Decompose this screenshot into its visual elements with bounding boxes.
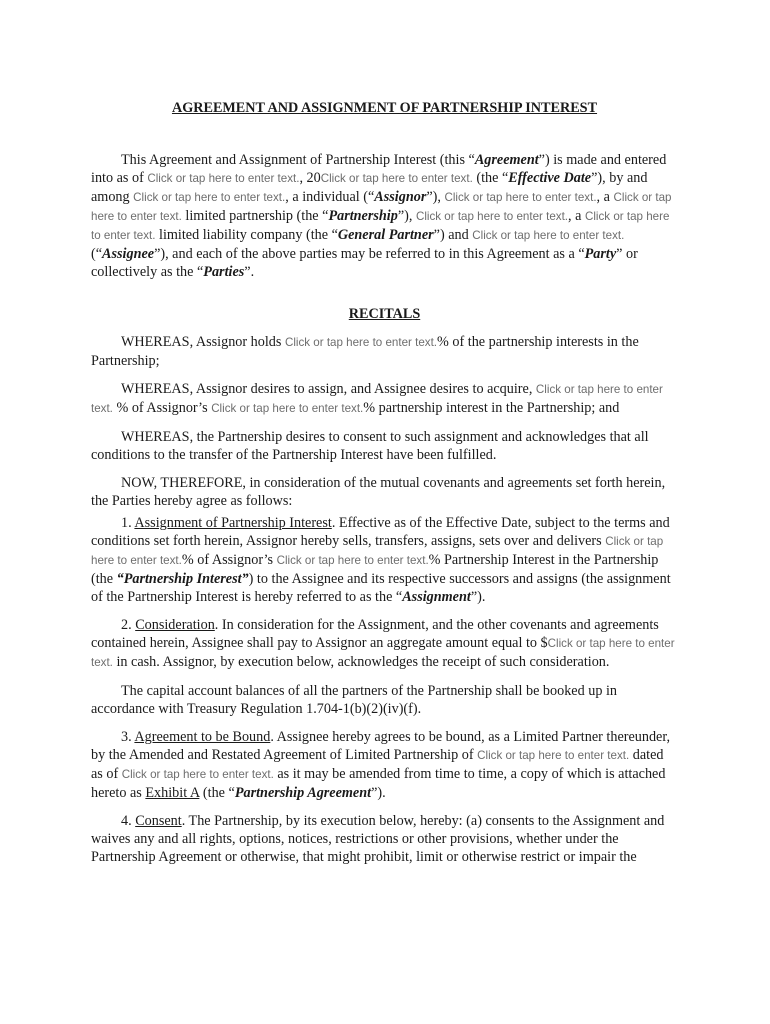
- text: ”), and each of the above parties may be referred to in this Agreement as a “: [154, 246, 585, 262]
- text: ) to the Assignee and its respective successors and assigns (the assignment of the Partnership Interest is hereby referred to as the “: [91, 571, 671, 605]
- recital-1: [91, 333, 678, 370]
- defined-term-partnership-interest: “Partnership Interest”: [116, 571, 249, 587]
- text: . The Partnership, by its execution below, hereby: (a) consents to the Assignment and waives any and all rights, options, notices, restrictions or other provisions, whether under the Partnership Agreement or otherwise, that might prohibit, limit or otherwise restrict or impair the: [91, 813, 665, 865]
- text: WHEREAS, Assignor holds: [121, 334, 285, 350]
- text: dated as of: [91, 747, 664, 782]
- section-heading: Assignment of Partnership Interest: [134, 515, 332, 531]
- text: , a: [568, 208, 585, 224]
- held-percentage-field[interactable]: Click or tap here to enter text.: [284, 336, 438, 349]
- assignor-name-field[interactable]: Click or tap here to enter text.: [133, 191, 286, 204]
- text: ”) and: [433, 227, 473, 243]
- text: . Effective as of the Effective Date, subject to the terms and conditions set forth herein, Assignor hereby sells, transfers, assigns, sets over and delivers: [91, 515, 670, 549]
- text: , a individual (“: [285, 189, 375, 205]
- text: (the “: [472, 170, 509, 186]
- section-number: 1.: [121, 515, 135, 531]
- text: (“: [91, 246, 103, 262]
- defined-term-assignor: Assignor: [374, 189, 427, 205]
- section-1-assignment: [91, 514, 678, 606]
- text: (the “: [199, 785, 235, 801]
- text: ”) is made and entered into as of: [91, 152, 667, 186]
- text: ” or collectively as the “: [91, 246, 638, 280]
- recital-3: WHEREAS, the Partnership desires to consent to such assignment and acknowledges that all conditions to the transfer of the Partnership Interest have been fulfilled.: [91, 429, 649, 463]
- text: % of the partnership interests in the Partnership;: [91, 334, 639, 369]
- section-4-consent: [91, 812, 678, 866]
- defined-term-partnership-agreement: Partnership Agreement: [234, 785, 372, 801]
- text: limited liability company (the “: [155, 227, 338, 243]
- text: % of Assignor’s: [181, 552, 277, 568]
- partnership-name-field[interactable]: Click or tap here to enter text.: [444, 191, 597, 204]
- text: . In consideration for the Assignment, and the other covenants and agreements contained herein, Assignee shall pay to Assignor an aggregate amount equal to $: [91, 617, 659, 651]
- defined-term-assignee: Assignee: [102, 246, 155, 262]
- text: ”).: [470, 589, 486, 605]
- text: ”),: [426, 189, 445, 205]
- interest-percentage-field[interactable]: Click or tap here to enter text.: [211, 402, 364, 415]
- partnership-state-field[interactable]: Click or tap here to enter text.: [91, 191, 672, 223]
- amount-field[interactable]: Click or tap here to enter text.: [91, 637, 675, 669]
- text: ”),: [397, 208, 416, 224]
- intro-paragraph: [91, 151, 678, 281]
- date-field[interactable]: Click or tap here to enter text.: [147, 172, 300, 185]
- partnership-agreement-name-field[interactable]: Click or tap here to enter text.: [477, 749, 630, 762]
- agreement-date-field[interactable]: Click or tap here to enter text.: [121, 768, 274, 781]
- exhibit-a-reference: Exhibit A: [145, 785, 200, 801]
- defined-term-partnership: Partnership: [328, 208, 398, 224]
- section-heading: Consent: [135, 813, 182, 829]
- assignor-percentage-field[interactable]: Click or tap here to enter text.: [276, 554, 429, 567]
- general-partner-name-field[interactable]: Click or tap here to enter text.: [415, 210, 569, 223]
- text: WHEREAS, Assignor desires to assign, and Assignee desires to acquire,: [121, 381, 536, 397]
- text: , a: [596, 189, 614, 205]
- assigned-percentage-field[interactable]: Click or tap here to enter text.: [91, 535, 664, 567]
- text: % of Assignor’s: [112, 400, 212, 416]
- defined-term-effective-date: Effective Date: [508, 170, 592, 186]
- text: ”), by and among: [91, 170, 648, 205]
- section-number: 3.: [121, 729, 135, 745]
- year-field[interactable]: Click or tap here to enter text.: [320, 172, 473, 185]
- defined-term-assignment: Assignment: [402, 589, 471, 605]
- section-number: 4.: [121, 813, 136, 829]
- text: % partnership interest in the Partnership; and: [363, 400, 620, 416]
- now-therefore-clause: NOW, THEREFORE, in consideration of the mutual covenants and agreements set forth herein, the Parties hereby agree as follows:: [91, 475, 666, 509]
- text: This Agreement and Assignment of Partnership Interest (this “: [121, 152, 475, 168]
- acquire-percentage-field[interactable]: Click or tap here to enter text.: [91, 383, 663, 415]
- section-number: 2.: [121, 617, 136, 633]
- general-partner-state-field[interactable]: Click or tap here to enter text.: [91, 210, 670, 242]
- recitals-heading: RECITALS: [348, 306, 421, 322]
- defined-term-general-partner: General Partner: [337, 227, 434, 243]
- assignee-name-field[interactable]: Click or tap here to enter text.: [472, 229, 625, 242]
- text: . Assignee hereby agrees to be bound, as a Limited Partner thereunder, by the Amended and Restated Agreement of Limited Partnership of: [91, 729, 671, 763]
- document-title: AGREEMENT AND ASSIGNMENT OF PARTNERSHIP INTEREST: [171, 100, 598, 116]
- capital-account-paragraph: The capital account balances of all the partners of the Partnership shall be booked up in accordance with Treasury Regulation 1.704-1(b)(2)(iv)(f).: [91, 683, 617, 717]
- defined-term-party: Party: [584, 246, 617, 262]
- text: limited partnership (the “: [181, 208, 329, 224]
- text: % Partnership Interest in the Partnership (the: [91, 552, 659, 587]
- section-heading: Agreement to be Bound: [134, 729, 271, 745]
- defined-term-parties: Parties: [203, 264, 245, 280]
- text: ”.: [244, 264, 255, 280]
- text: as it may be amended from time to time, a copy of which is attached hereto as: [91, 766, 666, 801]
- section-3-agreement-to-be-bound: [91, 728, 678, 802]
- text: , 20: [299, 170, 321, 186]
- recital-2: [91, 380, 678, 418]
- defined-term-agreement: Agreement: [474, 152, 539, 168]
- text: ”).: [371, 785, 386, 801]
- text: in cash. Assignor, by execution below, acknowledges the receipt of such consideration.: [112, 654, 610, 670]
- section-heading: Consideration: [135, 617, 215, 633]
- section-2-consideration: [91, 616, 678, 672]
